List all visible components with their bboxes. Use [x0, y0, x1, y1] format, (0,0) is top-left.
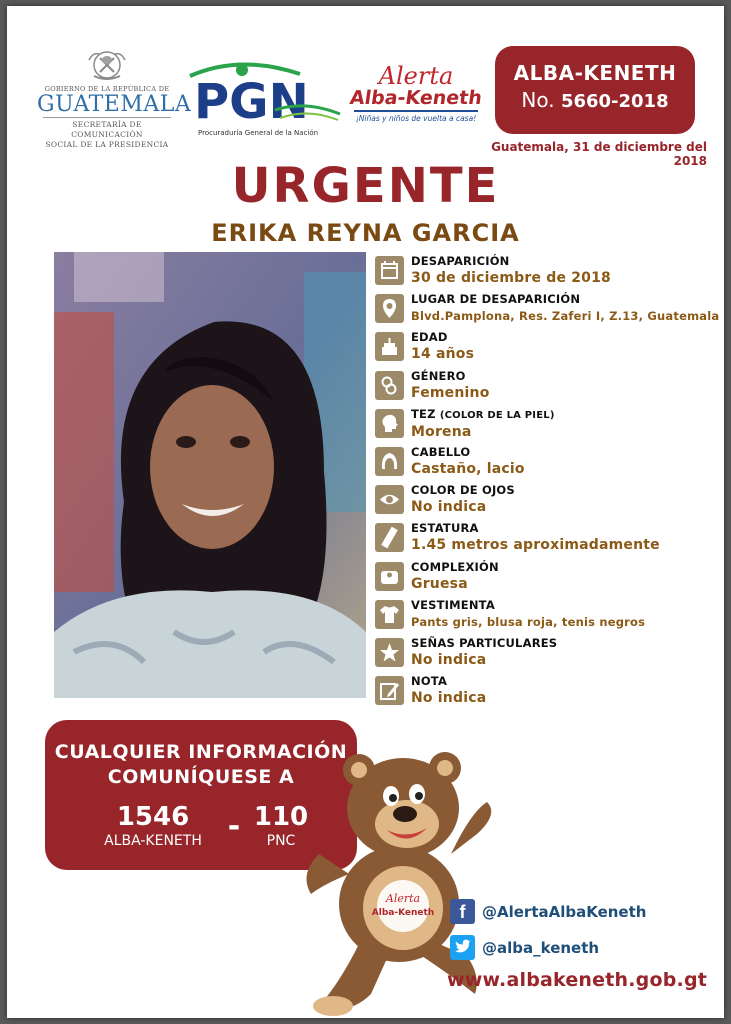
social-links [450, 896, 720, 968]
case-program: ALBA-KENETH [513, 61, 677, 85]
detail-row-note [375, 674, 720, 712]
birthday-cake-icon [375, 332, 404, 361]
detail-value: No indica [411, 690, 487, 707]
urgent-title: URGENTE [231, 158, 500, 214]
detail-row-hair [375, 445, 720, 483]
detail-row-eye-color [375, 483, 720, 521]
missing-person-photo [54, 252, 366, 698]
detail-label: NOTA [411, 674, 448, 689]
detail-label: DESAPARICIÓN [411, 254, 510, 268]
detail-label-text: TEZ [411, 406, 436, 421]
shirt-icon [375, 600, 404, 629]
detail-value: No indica [411, 499, 487, 516]
detail-value: Femenino [411, 384, 490, 401]
detail-label: ESTATURA [411, 521, 479, 536]
alerta-logo-line2: Alba-Keneth [348, 87, 484, 109]
detail-row-gender [375, 369, 720, 407]
facebook-handle[interactable]: @AlertaAlbaKeneth [482, 903, 647, 921]
detail-row-skin [375, 407, 720, 445]
issue-date: Guatemala, 31 de diciembre del 2018 [491, 140, 707, 168]
face-profile-icon [375, 409, 404, 438]
detail-value: 1.45 metros aproximadamente [411, 537, 660, 554]
detail-label: LUGAR DE DESAPARICIÓN [411, 292, 581, 307]
detail-row-location [375, 292, 720, 330]
pgn-logo-graphic [180, 58, 350, 128]
phone-separator: - [227, 809, 241, 844]
detail-value: Blvd.Pamplona, Res. Zaferi I, Z.13, Guatemala [411, 309, 720, 324]
note-edit-icon [375, 676, 404, 705]
phone-alba-keneth[interactable]: 1546 [116, 802, 190, 832]
case-number: 5660-2018 [560, 91, 669, 112]
detail-label-note: (COLOR DE LA PIEL) [439, 409, 555, 421]
alerta-alba-keneth-logo [346, 64, 486, 134]
phone-pnc-label: PNC [266, 833, 296, 849]
guatemala-small-text: GOBIERNO DE LA REPÚBLICA DE [44, 85, 170, 93]
bear-badge-line2: Alba-Keneth [371, 908, 435, 918]
person-name: ERIKA REYNA GARCIA [211, 219, 520, 247]
gender-icon [375, 371, 404, 400]
alerta-logo-tagline: ¡Niñas y niños de vuelta a casa! [355, 114, 477, 123]
detail-row-height [375, 521, 720, 559]
detail-label: COMPLEXIÓN [411, 559, 499, 574]
guatemala-government-logo [37, 46, 192, 156]
scale-icon [375, 562, 404, 591]
detail-label: EDAD [411, 330, 448, 345]
detail-label: COLOR DE OJOS [411, 483, 515, 498]
detail-value: Morena [411, 423, 472, 440]
alerta-logo-line1: Alerta [378, 62, 454, 90]
phone-pnc[interactable]: 110 [253, 802, 309, 832]
guatemala-name: GUATEMALA [37, 92, 192, 117]
case-number-prefix: No. [521, 88, 555, 112]
twitter-link[interactable] [450, 932, 720, 968]
twitter-bird-icon [450, 935, 475, 960]
detail-value: No indica [411, 651, 487, 668]
phone-alba-keneth-label: ALBA-KENETH [104, 833, 202, 849]
pgn-logo [180, 58, 350, 148]
guatemala-subtitle-2: SOCIAL DE LA PRESIDENCIA [45, 140, 169, 149]
detail-label: CABELLO [411, 444, 471, 459]
details-list [375, 254, 720, 712]
guatemala-subtitle [43, 117, 171, 150]
pgn-caption: Procuraduría General de la Nación [198, 129, 319, 137]
detail-row-age [375, 330, 720, 368]
facebook-icon: f [450, 899, 475, 924]
bear-badge-line1: Alerta [385, 892, 421, 905]
twitter-handle[interactable]: @alba_keneth [482, 939, 600, 957]
detail-row-distinguishing-marks [375, 636, 720, 674]
website-link[interactable]: www.albakeneth.gob.gt [447, 969, 708, 991]
detail-row-clothing [375, 598, 720, 636]
detail-row-disappearance-date [375, 254, 720, 292]
pgn-logo-text: PGN [194, 74, 309, 128]
ruler-icon [375, 523, 404, 552]
detail-label [411, 407, 720, 423]
detail-label: SEÑAS PARTICULARES [411, 635, 558, 650]
eye-icon [375, 485, 404, 514]
detail-value: 30 de diciembre de 2018 [411, 270, 611, 286]
contact-line2: COMUNÍQUESE A [107, 766, 295, 788]
facebook-link[interactable] [450, 896, 720, 932]
coat-of-arms-icon [85, 46, 129, 84]
detail-label: VESTIMENTA [411, 597, 495, 612]
contact-line1: CUALQUIER INFORMACIÓN [54, 741, 348, 763]
calendar-icon [375, 256, 404, 285]
location-pin-icon [375, 294, 404, 323]
case-number-box [495, 46, 695, 134]
detail-value: Pants gris, blusa roja, tenis negros [411, 614, 646, 629]
detail-value: Gruesa [411, 575, 468, 592]
alerta-logo-divider [354, 110, 478, 112]
detail-row-build [375, 560, 720, 598]
hair-icon [375, 447, 404, 476]
detail-value: 14 años [411, 346, 475, 363]
alert-poster [7, 6, 724, 1018]
case-number-line [495, 86, 695, 116]
guatemala-subtitle-1: SECRETARÍA DE COMUNICACIÓN [71, 120, 143, 139]
detail-label: GÉNERO [411, 368, 466, 383]
detail-value: Castaño, lacio [411, 460, 525, 477]
star-icon [375, 638, 404, 667]
